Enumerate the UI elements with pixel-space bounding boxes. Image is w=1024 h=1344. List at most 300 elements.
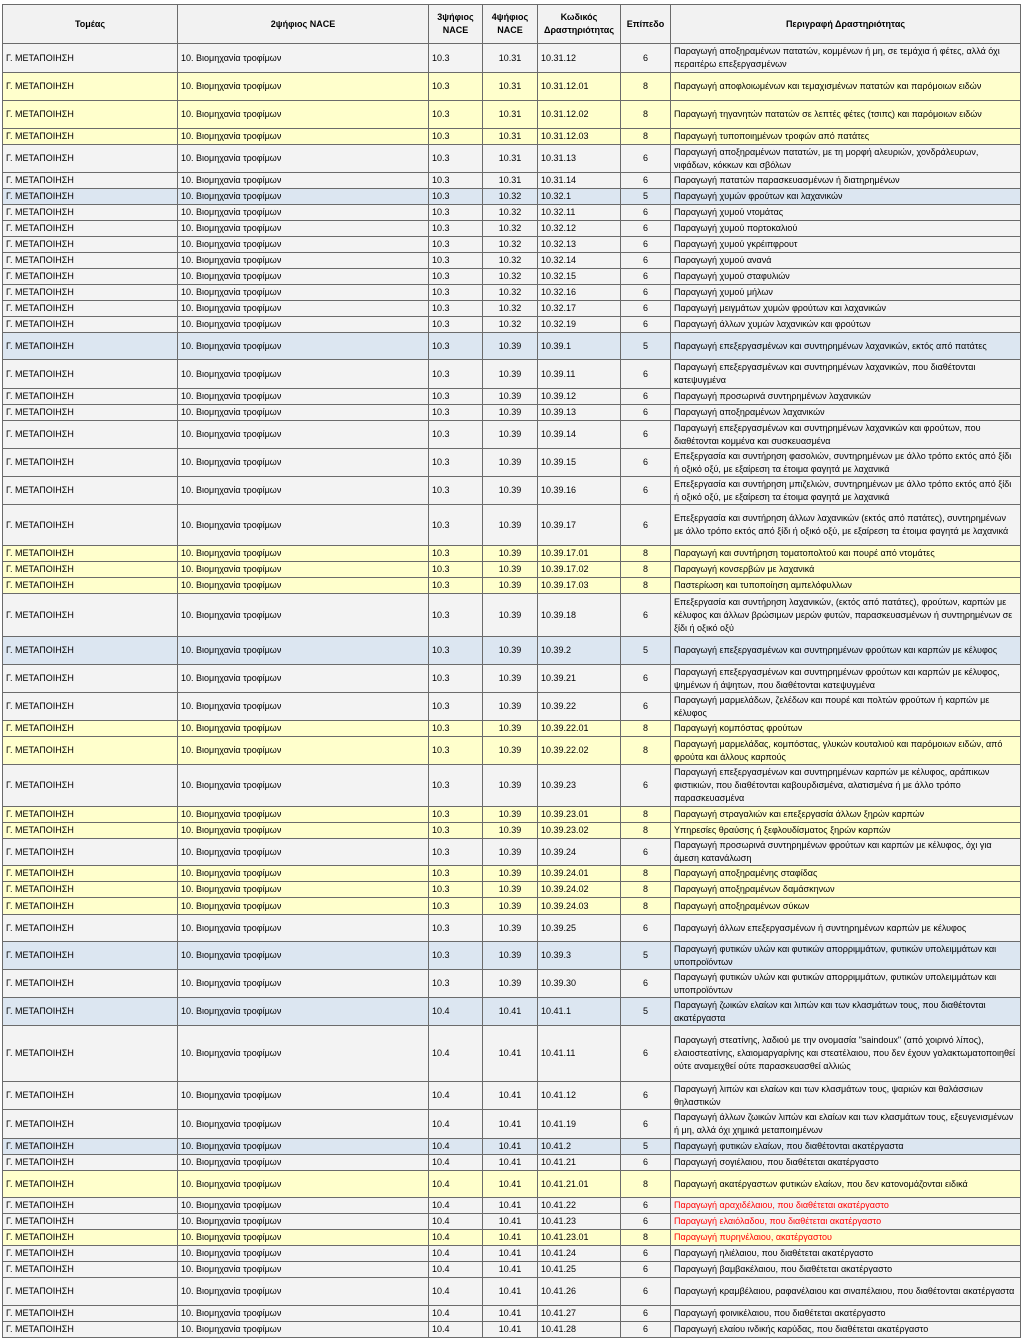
cell-sector: Γ. ΜΕΤΑΠΟΙΗΣΗ [3, 823, 178, 839]
cell-description: Παραγωγή χυμού πορτοκαλιού [671, 221, 1021, 237]
cell-description: Επεξεργασία και συντήρηση άλλων λαχανικών (εκτός από πατάτες), συντηρημένων με άλλο τρόπο εκτός από ξίδι ή οξικό οξύ, με εξαίρεση τα έτοιμα φαγητά με λαχανικά [671, 505, 1021, 546]
cell-nace-2-digit: 10. Βιομηχανία τροφίμων [178, 405, 429, 421]
cell-sector: Γ. ΜΕΤΑΠΟΙΗΣΗ [3, 285, 178, 301]
cell-nace-4-digit: 10.39 [483, 942, 538, 970]
cell-description: Παραγωγή επεξεργασμένων και συντηρημένων λαχανικών, που διαθέτονται κατεψυγμένα [671, 360, 1021, 389]
table-row [3, 237, 1021, 253]
cell-level: 8 [621, 866, 671, 882]
cell-level: 8 [621, 129, 671, 145]
cell-nace-2-digit: 10. Βιομηχανία τροφίμων [178, 1230, 429, 1246]
cell-nace-4-digit: 10.32 [483, 253, 538, 269]
table-row [3, 1082, 1021, 1110]
cell-nace-3-digit: 10.4 [429, 1082, 483, 1110]
cell-description: Παραγωγή φυτικών υλών και φυτικών απορριμμάτων, φυτικών υπολειμμάτων και υποπροϊόντων [671, 942, 1021, 970]
table-row [3, 421, 1021, 449]
cell-description: Παραγωγή λιπών και ελαίων και των κλασμάτων τους, ψαριών και θαλάσσιων θηλαστικών [671, 1082, 1021, 1110]
cell-sector: Γ. ΜΕΤΑΠΟΙΗΣΗ [3, 1082, 178, 1110]
cell-level: 6 [621, 665, 671, 693]
cell-activity-code: 10.39.25 [538, 915, 621, 942]
cell-nace-3-digit: 10.4 [429, 1198, 483, 1214]
cell-level: 6 [621, 1198, 671, 1214]
cell-sector: Γ. ΜΕΤΑΠΟΙΗΣΗ [3, 205, 178, 221]
cell-nace-3-digit: 10.4 [429, 1139, 483, 1155]
cell-sector: Γ. ΜΕΤΑΠΟΙΗΣΗ [3, 942, 178, 970]
cell-activity-code: 10.41.21.01 [538, 1171, 621, 1198]
cell-description: Παραγωγή και συντήρηση τοματοπολτού και πουρέ από ντομάτες [671, 546, 1021, 562]
cell-sector: Γ. ΜΕΤΑΠΟΙΗΣΗ [3, 915, 178, 942]
cell-sector: Γ. ΜΕΤΑΠΟΙΗΣΗ [3, 807, 178, 823]
cell-description: Παραγωγή άλλων επεξεργασμένων ή συντηρημένων καρπών με κέλυφος [671, 915, 1021, 942]
cell-nace-3-digit: 10.3 [429, 737, 483, 765]
cell-nace-4-digit: 10.39 [483, 807, 538, 823]
cell-nace-4-digit: 10.39 [483, 866, 538, 882]
table-row [3, 301, 1021, 317]
cell-description: Παραγωγή στεατίνης, λαδιού με την ονομασία "saindoux" (από χοιρινό λίπος), ελαιοστεατίνης, ελαιομαργαρίνης και στεατέλαιου, που δεν έχουν γαλακτωματοποιηθεί ούτε αναμειχθεί ούτε παρασκευασθεί αλλιώς [671, 1026, 1021, 1082]
table-row [3, 101, 1021, 129]
cell-activity-code: 10.41.23.01 [538, 1230, 621, 1246]
cell-level: 8 [621, 546, 671, 562]
cell-nace-4-digit: 10.39 [483, 839, 538, 866]
cell-description: Παραγωγή επεξεργασμένων και συντηρημένων λαχανικών και φρούτων, που διαθέτονται κομμένα και συσκευασμένα [671, 421, 1021, 449]
cell-nace-4-digit: 10.39 [483, 737, 538, 765]
cell-nace-4-digit: 10.39 [483, 505, 538, 546]
cell-sector: Γ. ΜΕΤΑΠΟΙΗΣΗ [3, 594, 178, 637]
cell-description: Παραγωγή κομπόστας φρούτων [671, 721, 1021, 737]
cell-activity-code: 10.41.28 [538, 1322, 621, 1338]
cell-level: 6 [621, 693, 671, 721]
cell-nace-4-digit: 10.41 [483, 1214, 538, 1230]
cell-activity-code: 10.41.27 [538, 1306, 621, 1322]
cell-nace-2-digit: 10. Βιομηχανία τροφίμων [178, 942, 429, 970]
cell-level: 6 [621, 285, 671, 301]
cell-level: 5 [621, 189, 671, 205]
cell-nace-2-digit: 10. Βιομηχανία τροφίμων [178, 594, 429, 637]
cell-nace-3-digit: 10.3 [429, 389, 483, 405]
cell-activity-code: 10.39.17.02 [538, 562, 621, 578]
cell-sector: Γ. ΜΕΤΑΠΟΙΗΣΗ [3, 421, 178, 449]
cell-activity-code: 10.41.22 [538, 1198, 621, 1214]
cell-nace-2-digit: 10. Βιομηχανία τροφίμων [178, 823, 429, 839]
cell-nace-2-digit: 10. Βιομηχανία τροφίμων [178, 1214, 429, 1230]
cell-description: Παστερίωση και τυποποίηση αμπελόφυλλων [671, 578, 1021, 594]
cell-sector: Γ. ΜΕΤΑΠΟΙΗΣΗ [3, 145, 178, 173]
cell-description: Παραγωγή αποξηραμένων πατατών, κομμένων ή μη, σε τεμάχια ή φέτες, αλλά όχι περαιτέρω επεξεργασμένων [671, 44, 1021, 73]
table-row [3, 173, 1021, 189]
cell-description: Παραγωγή προσωρινά συντηρημένων φρούτων και καρπών με κέλυφος, όχι για άμεση κατανάλωση [671, 839, 1021, 866]
cell-level: 6 [621, 360, 671, 389]
cell-nace-3-digit: 10.3 [429, 839, 483, 866]
table-row [3, 1198, 1021, 1214]
cell-activity-code: 10.39.12 [538, 389, 621, 405]
cell-level: 6 [621, 970, 671, 998]
table-row [3, 1171, 1021, 1198]
cell-nace-2-digit: 10. Βιομηχανία τροφίμων [178, 970, 429, 998]
cell-nace-3-digit: 10.3 [429, 823, 483, 839]
cell-nace-4-digit: 10.39 [483, 360, 538, 389]
table-row [3, 866, 1021, 882]
cell-nace-4-digit: 10.32 [483, 189, 538, 205]
cell-nace-3-digit: 10.3 [429, 898, 483, 915]
table-row [3, 721, 1021, 737]
cell-description: Παραγωγή ζωικών ελαίων και λιπών και των κλασμάτων τους, που διαθέτονται ακατέργαστα [671, 998, 1021, 1026]
cell-sector: Γ. ΜΕΤΑΠΟΙΗΣΗ [3, 1262, 178, 1278]
table-row [3, 449, 1021, 477]
cell-nace-3-digit: 10.3 [429, 237, 483, 253]
table-row [3, 1110, 1021, 1139]
cell-sector: Γ. ΜΕΤΑΠΟΙΗΣΗ [3, 221, 178, 237]
cell-activity-code: 10.32.14 [538, 253, 621, 269]
table-row [3, 205, 1021, 221]
cell-activity-code: 10.39.22.01 [538, 721, 621, 737]
cell-level: 6 [621, 1110, 671, 1139]
cell-level: 6 [621, 405, 671, 421]
column-header-nace-3-digit: 3ψήφιος NACE [429, 5, 483, 44]
cell-nace-4-digit: 10.41 [483, 1026, 538, 1082]
cell-nace-4-digit: 10.41 [483, 1322, 538, 1338]
cell-nace-2-digit: 10. Βιομηχανία τροφίμων [178, 898, 429, 915]
table-row [3, 1230, 1021, 1246]
cell-nace-4-digit: 10.39 [483, 721, 538, 737]
cell-nace-3-digit: 10.3 [429, 253, 483, 269]
cell-nace-4-digit: 10.41 [483, 1230, 538, 1246]
cell-nace-2-digit: 10. Βιομηχανία τροφίμων [178, 721, 429, 737]
cell-nace-2-digit: 10. Βιομηχανία τροφίμων [178, 173, 429, 189]
cell-sector: Γ. ΜΕΤΑΠΟΙΗΣΗ [3, 1214, 178, 1230]
cell-level: 8 [621, 1171, 671, 1198]
cell-sector: Γ. ΜΕΤΑΠΟΙΗΣΗ [3, 1278, 178, 1306]
cell-level: 6 [621, 1322, 671, 1338]
cell-description: Παραγωγή πυρηνέλαιου, ακατέργαστου [671, 1230, 1021, 1246]
cell-nace-2-digit: 10. Βιομηχανία τροφίμων [178, 578, 429, 594]
nace-activity-table [2, 4, 1021, 1338]
cell-nace-4-digit: 10.39 [483, 882, 538, 898]
table-row [3, 882, 1021, 898]
cell-nace-4-digit: 10.31 [483, 129, 538, 145]
cell-activity-code: 10.39.3 [538, 942, 621, 970]
cell-nace-4-digit: 10.32 [483, 301, 538, 317]
cell-nace-3-digit: 10.3 [429, 145, 483, 173]
cell-description: Παραγωγή βαμβακέλαιου, που διαθέτεται ακατέργαστο [671, 1262, 1021, 1278]
column-header-nace-4-digit: 4ψήφιος NACE [483, 5, 538, 44]
cell-activity-code: 10.32.17 [538, 301, 621, 317]
table-row [3, 546, 1021, 562]
cell-level: 6 [621, 421, 671, 449]
cell-nace-2-digit: 10. Βιομηχανία τροφίμων [178, 333, 429, 360]
cell-nace-2-digit: 10. Βιομηχανία τροφίμων [178, 1171, 429, 1198]
cell-level: 6 [621, 389, 671, 405]
cell-sector: Γ. ΜΕΤΑΠΟΙΗΣΗ [3, 1306, 178, 1322]
cell-nace-3-digit: 10.3 [429, 807, 483, 823]
cell-activity-code: 10.31.12 [538, 44, 621, 73]
cell-level: 6 [621, 505, 671, 546]
cell-activity-code: 10.39.11 [538, 360, 621, 389]
cell-activity-code: 10.39.24.03 [538, 898, 621, 915]
cell-description: Παραγωγή πατατών παρασκευασμένων ή διατηρημένων [671, 173, 1021, 189]
cell-nace-3-digit: 10.3 [429, 73, 483, 101]
cell-description: Παραγωγή τυποποιημένων τροφών από πατάτες [671, 129, 1021, 145]
cell-activity-code: 10.39.17 [538, 505, 621, 546]
cell-nace-2-digit: 10. Βιομηχανία τροφίμων [178, 915, 429, 942]
table-row [3, 898, 1021, 915]
cell-nace-2-digit: 10. Βιομηχανία τροφίμων [178, 505, 429, 546]
cell-nace-2-digit: 10. Βιομηχανία τροφίμων [178, 1262, 429, 1278]
cell-nace-2-digit: 10. Βιομηχανία τροφίμων [178, 1110, 429, 1139]
table-row [3, 998, 1021, 1026]
cell-sector: Γ. ΜΕΤΑΠΟΙΗΣΗ [3, 1171, 178, 1198]
cell-nace-3-digit: 10.4 [429, 1110, 483, 1139]
cell-nace-4-digit: 10.41 [483, 1278, 538, 1306]
cell-nace-3-digit: 10.4 [429, 1262, 483, 1278]
table-row [3, 389, 1021, 405]
cell-nace-3-digit: 10.3 [429, 562, 483, 578]
cell-sector: Γ. ΜΕΤΑΠΟΙΗΣΗ [3, 1246, 178, 1262]
cell-sector: Γ. ΜΕΤΑΠΟΙΗΣΗ [3, 1110, 178, 1139]
cell-activity-code: 10.41.23 [538, 1214, 621, 1230]
cell-level: 8 [621, 737, 671, 765]
column-header-activity-code: Κωδικός Δραστηριότητας [538, 5, 621, 44]
cell-level: 8 [621, 721, 671, 737]
table-row [3, 839, 1021, 866]
cell-sector: Γ. ΜΕΤΑΠΟΙΗΣΗ [3, 477, 178, 505]
cell-nace-4-digit: 10.39 [483, 421, 538, 449]
cell-description: Παραγωγή χυμού γκρέιπφρουτ [671, 237, 1021, 253]
cell-nace-2-digit: 10. Βιομηχανία τροφίμων [178, 1306, 429, 1322]
cell-activity-code: 10.39.13 [538, 405, 621, 421]
cell-nace-3-digit: 10.3 [429, 221, 483, 237]
column-header-sector: Τομέας [3, 5, 178, 44]
cell-nace-2-digit: 10. Βιομηχανία τροφίμων [178, 221, 429, 237]
cell-sector: Γ. ΜΕΤΑΠΟΙΗΣΗ [3, 129, 178, 145]
cell-level: 6 [621, 253, 671, 269]
cell-nace-3-digit: 10.4 [429, 1026, 483, 1082]
cell-nace-3-digit: 10.3 [429, 317, 483, 333]
cell-nace-3-digit: 10.3 [429, 173, 483, 189]
table-row [3, 1322, 1021, 1338]
column-header-nace-2-digit: 2ψήφιος NACE [178, 5, 429, 44]
cell-description: Παραγωγή αραχιδέλαιου, που διαθέτεται ακατέργαστο [671, 1198, 1021, 1214]
cell-nace-4-digit: 10.41 [483, 1082, 538, 1110]
cell-activity-code: 10.32.16 [538, 285, 621, 301]
cell-description: Παραγωγή επεξεργασμένων και συντηρημένων καρπών με κέλυφος, αράπικων φιστικιών, που διαθέτονται καβουρδισμένα, αλατισμένα ή με άλλο τρόπο παρασκευασμένα [671, 765, 1021, 807]
cell-level: 6 [621, 915, 671, 942]
cell-description: Παραγωγή αποφλοιωμένων και τεμαχισμένων πατατών και παρόμοιων ειδών [671, 73, 1021, 101]
cell-level: 6 [621, 594, 671, 637]
cell-level: 5 [621, 942, 671, 970]
cell-nace-4-digit: 10.39 [483, 333, 538, 360]
cell-activity-code: 10.31.12.02 [538, 101, 621, 129]
cell-activity-code: 10.31.12.01 [538, 73, 621, 101]
table-row [3, 942, 1021, 970]
cell-sector: Γ. ΜΕΤΑΠΟΙΗΣΗ [3, 562, 178, 578]
cell-sector: Γ. ΜΕΤΑΠΟΙΗΣΗ [3, 998, 178, 1026]
cell-description: Παραγωγή ηλιέλαιου, που διαθέτεται ακατέργαστο [671, 1246, 1021, 1262]
cell-nace-4-digit: 10.39 [483, 665, 538, 693]
cell-nace-3-digit: 10.4 [429, 1171, 483, 1198]
cell-level: 6 [621, 145, 671, 173]
cell-nace-4-digit: 10.39 [483, 477, 538, 505]
table-row [3, 145, 1021, 173]
cell-description: Παραγωγή μαρμελάδας, κομπόστας, γλυκών κουταλιού και παρόμοιων ειδών, από φρούτα και άλλους καρπούς [671, 737, 1021, 765]
cell-nace-3-digit: 10.4 [429, 1306, 483, 1322]
cell-sector: Γ. ΜΕΤΑΠΟΙΗΣΗ [3, 737, 178, 765]
cell-nace-4-digit: 10.39 [483, 915, 538, 942]
cell-description: Παραγωγή φυτικών υλών και φυτικών απορριμμάτων, φυτικών υπολειμμάτων και υποπροϊόντων [671, 970, 1021, 998]
cell-level: 6 [621, 449, 671, 477]
cell-description: Παραγωγή μειγμάτων χυμών φρούτων και λαχανικών [671, 301, 1021, 317]
cell-nace-2-digit: 10. Βιομηχανία τροφίμων [178, 1082, 429, 1110]
cell-description: Επεξεργασία και συντήρηση μπιζελιών, συντηρημένων με άλλο τρόπο εκτός από ξίδι ή οξικό οξύ, με εξαίρεση τα έτοιμα φαγητά με λαχανικά [671, 477, 1021, 505]
cell-activity-code: 10.39.1 [538, 333, 621, 360]
cell-level: 6 [621, 1082, 671, 1110]
cell-activity-code: 10.39.24 [538, 839, 621, 866]
cell-nace-2-digit: 10. Βιομηχανία τροφίμων [178, 562, 429, 578]
cell-description: Παραγωγή επεξεργασμένων και συντηρημένων λαχανικών, εκτός από πατάτες [671, 333, 1021, 360]
cell-sector: Γ. ΜΕΤΑΠΟΙΗΣΗ [3, 1139, 178, 1155]
cell-activity-code: 10.39.24.02 [538, 882, 621, 898]
table-row [3, 505, 1021, 546]
cell-level: 6 [621, 269, 671, 285]
cell-activity-code: 10.41.26 [538, 1278, 621, 1306]
cell-description: Παραγωγή μαρμελάδων, ζελέδων και πουρέ και πολτών φρούτων ή καρπών με κέλυφος [671, 693, 1021, 721]
cell-nace-3-digit: 10.3 [429, 594, 483, 637]
cell-description: Παραγωγή φοινικέλαιου, που διαθέτεται ακατέργαστο [671, 1306, 1021, 1322]
cell-nace-2-digit: 10. Βιομηχανία τροφίμων [178, 73, 429, 101]
cell-description: Παραγωγή τηγανητών πατατών σε λεπτές φέτες (τσιπς) και παρόμοιων ειδών [671, 101, 1021, 129]
cell-sector: Γ. ΜΕΤΑΠΟΙΗΣΗ [3, 839, 178, 866]
cell-nace-3-digit: 10.3 [429, 44, 483, 73]
table-row [3, 915, 1021, 942]
cell-nace-4-digit: 10.39 [483, 449, 538, 477]
cell-nace-3-digit: 10.3 [429, 129, 483, 145]
cell-nace-2-digit: 10. Βιομηχανία τροφίμων [178, 866, 429, 882]
cell-nace-2-digit: 10. Βιομηχανία τροφίμων [178, 839, 429, 866]
cell-level: 6 [621, 205, 671, 221]
cell-nace-4-digit: 10.39 [483, 578, 538, 594]
cell-activity-code: 10.39.30 [538, 970, 621, 998]
cell-nace-2-digit: 10. Βιομηχανία τροφίμων [178, 1198, 429, 1214]
cell-level: 6 [621, 173, 671, 189]
cell-sector: Γ. ΜΕΤΑΠΟΙΗΣΗ [3, 693, 178, 721]
cell-nace-3-digit: 10.3 [429, 765, 483, 807]
cell-nace-2-digit: 10. Βιομηχανία τροφίμων [178, 129, 429, 145]
cell-activity-code: 10.32.12 [538, 221, 621, 237]
cell-sector: Γ. ΜΕΤΑΠΟΙΗΣΗ [3, 1230, 178, 1246]
table-row [3, 269, 1021, 285]
cell-nace-3-digit: 10.4 [429, 1214, 483, 1230]
cell-sector: Γ. ΜΕΤΑΠΟΙΗΣΗ [3, 970, 178, 998]
cell-nace-2-digit: 10. Βιομηχανία τροφίμων [178, 882, 429, 898]
cell-nace-2-digit: 10. Βιομηχανία τροφίμων [178, 1246, 429, 1262]
cell-nace-3-digit: 10.3 [429, 866, 483, 882]
cell-sector: Γ. ΜΕΤΑΠΟΙΗΣΗ [3, 333, 178, 360]
cell-level: 5 [621, 333, 671, 360]
cell-sector: Γ. ΜΕΤΑΠΟΙΗΣΗ [3, 1322, 178, 1338]
table-row [3, 221, 1021, 237]
cell-description: Παραγωγή στραγαλιών και επεξεργασία άλλων ξηρών καρπών [671, 807, 1021, 823]
table-row [3, 317, 1021, 333]
cell-level: 8 [621, 101, 671, 129]
cell-nace-2-digit: 10. Βιομηχανία τροφίμων [178, 1322, 429, 1338]
cell-activity-code: 10.32.13 [538, 237, 621, 253]
cell-activity-code: 10.31.14 [538, 173, 621, 189]
cell-activity-code: 10.41.12 [538, 1082, 621, 1110]
cell-activity-code: 10.41.25 [538, 1262, 621, 1278]
cell-nace-3-digit: 10.3 [429, 970, 483, 998]
cell-level: 8 [621, 578, 671, 594]
table-row [3, 1155, 1021, 1171]
cell-sector: Γ. ΜΕΤΑΠΟΙΗΣΗ [3, 253, 178, 269]
cell-level: 5 [621, 637, 671, 665]
cell-activity-code: 10.32.19 [538, 317, 621, 333]
cell-activity-code: 10.39.24.01 [538, 866, 621, 882]
cell-sector: Γ. ΜΕΤΑΠΟΙΗΣΗ [3, 301, 178, 317]
cell-sector: Γ. ΜΕΤΑΠΟΙΗΣΗ [3, 1155, 178, 1171]
cell-nace-4-digit: 10.39 [483, 898, 538, 915]
cell-activity-code: 10.32.1 [538, 189, 621, 205]
cell-sector: Γ. ΜΕΤΑΠΟΙΗΣΗ [3, 882, 178, 898]
cell-sector: Γ. ΜΕΤΑΠΟΙΗΣΗ [3, 505, 178, 546]
cell-activity-code: 10.41.19 [538, 1110, 621, 1139]
cell-nace-2-digit: 10. Βιομηχανία τροφίμων [178, 637, 429, 665]
cell-activity-code: 10.41.24 [538, 1246, 621, 1262]
table-row [3, 360, 1021, 389]
cell-nace-4-digit: 10.41 [483, 1171, 538, 1198]
cell-nace-2-digit: 10. Βιομηχανία τροφίμων [178, 1155, 429, 1171]
cell-nace-4-digit: 10.32 [483, 205, 538, 221]
cell-nace-4-digit: 10.32 [483, 237, 538, 253]
column-header-description: Περιγραφή Δραστηριότητας [671, 5, 1021, 44]
cell-sector: Γ. ΜΕΤΑΠΟΙΗΣΗ [3, 1026, 178, 1082]
cell-nace-4-digit: 10.31 [483, 73, 538, 101]
cell-nace-3-digit: 10.3 [429, 665, 483, 693]
cell-description: Υπηρεσίες θραύσης ή ξεφλουδίσματος ξηρών καρπών [671, 823, 1021, 839]
cell-sector: Γ. ΜΕΤΑΠΟΙΗΣΗ [3, 765, 178, 807]
cell-nace-3-digit: 10.3 [429, 477, 483, 505]
cell-nace-4-digit: 10.39 [483, 970, 538, 998]
cell-activity-code: 10.39.17.01 [538, 546, 621, 562]
cell-description: Παραγωγή ακατέργαστων φυτικών ελαίων, που δεν κατονομάζονται ειδικά [671, 1171, 1021, 1198]
cell-level: 6 [621, 477, 671, 505]
table-row [3, 405, 1021, 421]
cell-nace-2-digit: 10. Βιομηχανία τροφίμων [178, 189, 429, 205]
cell-description: Παραγωγή χυμών φρούτων και λαχανικών [671, 189, 1021, 205]
cell-nace-2-digit: 10. Βιομηχανία τροφίμων [178, 101, 429, 129]
table-row [3, 823, 1021, 839]
cell-description: Επεξεργασία και συντήρηση φασολιών, συντηρημένων με άλλο τρόπο εκτός από ξίδι ή οξικό οξύ, με εξαίρεση τα έτοιμα φαγητά με λαχανικά [671, 449, 1021, 477]
cell-description: Παραγωγή σογιέλαιου, που διαθέτεται ακατέργαστο [671, 1155, 1021, 1171]
cell-activity-code: 10.39.16 [538, 477, 621, 505]
cell-nace-2-digit: 10. Βιομηχανία τροφίμων [178, 44, 429, 73]
cell-nace-2-digit: 10. Βιομηχανία τροφίμων [178, 269, 429, 285]
cell-description: Παραγωγή ελαιόλαδου, που διαθέτεται ακατέργαστο [671, 1214, 1021, 1230]
cell-nace-4-digit: 10.39 [483, 765, 538, 807]
cell-activity-code: 10.39.15 [538, 449, 621, 477]
cell-sector: Γ. ΜΕΤΑΠΟΙΗΣΗ [3, 721, 178, 737]
cell-nace-2-digit: 10. Βιομηχανία τροφίμων [178, 765, 429, 807]
cell-nace-2-digit: 10. Βιομηχανία τροφίμων [178, 145, 429, 173]
cell-description: Παραγωγή φυτικών ελαίων, που διαθέτονται ακατέργαστα [671, 1139, 1021, 1155]
table-row [3, 253, 1021, 269]
table-row [3, 73, 1021, 101]
cell-level: 8 [621, 1230, 671, 1246]
cell-level: 6 [621, 1246, 671, 1262]
table-row [3, 1306, 1021, 1322]
cell-nace-4-digit: 10.39 [483, 562, 538, 578]
cell-activity-code: 10.39.2 [538, 637, 621, 665]
table-row [3, 1026, 1021, 1082]
cell-sector: Γ. ΜΕΤΑΠΟΙΗΣΗ [3, 269, 178, 285]
cell-activity-code: 10.32.15 [538, 269, 621, 285]
